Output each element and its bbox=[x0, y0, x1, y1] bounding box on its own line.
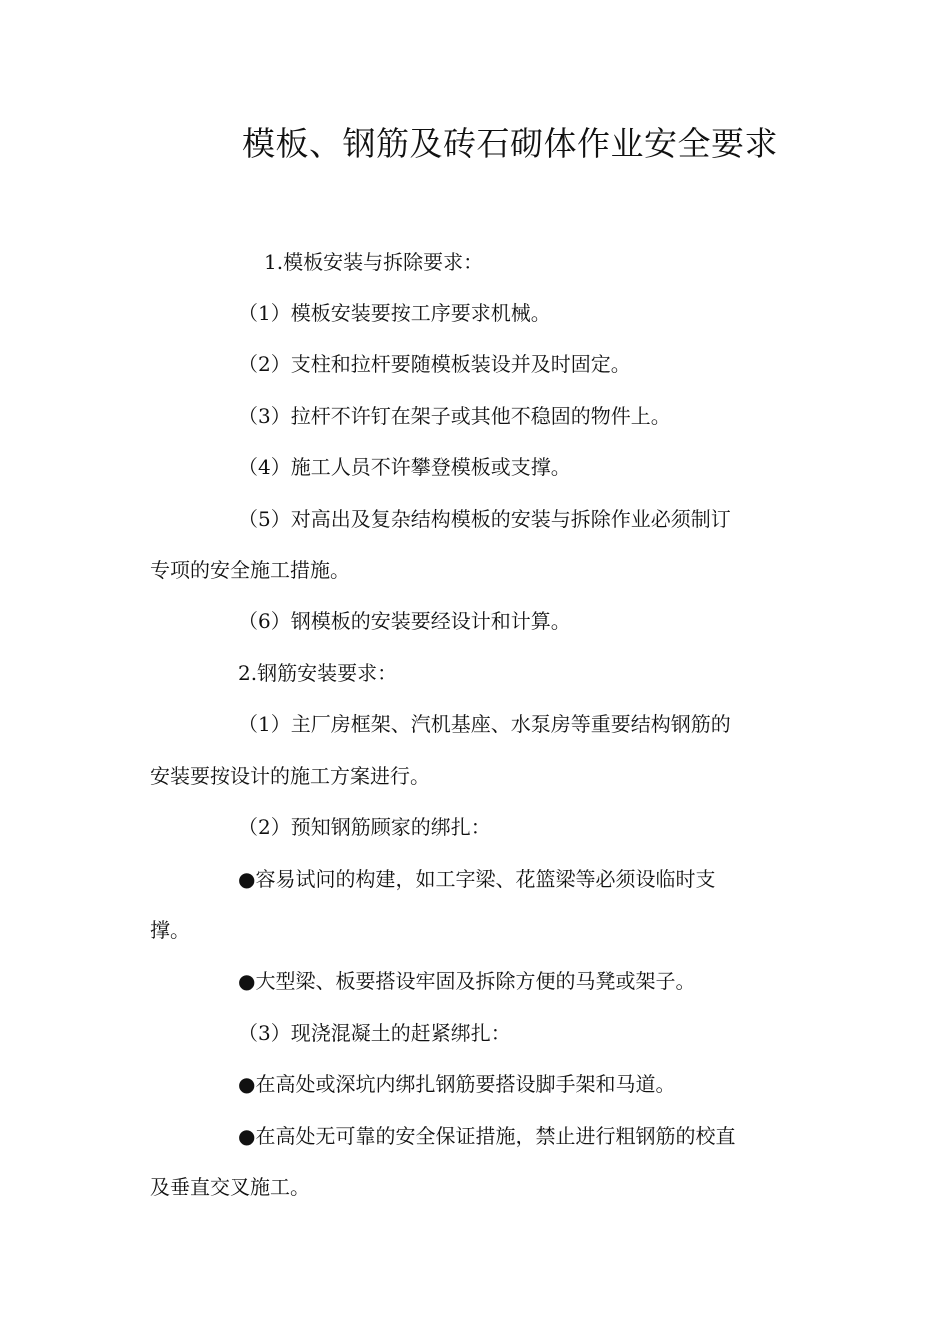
paragraph-line: （3）拉杆不许钉在架子或其他不稳固的物件上。 bbox=[238, 404, 671, 428]
paragraph-line-continuation: 安装要按设计的施工方案进行。 bbox=[150, 764, 430, 788]
paragraph-line-continuation: 专项的安全施工措施。 bbox=[150, 558, 350, 582]
bullet-line: ●在高处无可靠的安全保证措施，禁止进行粗钢筋的校直 bbox=[238, 1124, 736, 1148]
bullet-line: ●大型梁、板要搭设牢固及拆除方便的马凳或架子。 bbox=[238, 969, 696, 993]
paragraph-line: （1）模板安装要按工序要求机械。 bbox=[238, 301, 551, 325]
document-title: 模板、钢筋及砖石砌体作业安全要求 bbox=[242, 124, 778, 163]
paragraph-line: （2）预知钢筋顾家的绑扎： bbox=[238, 815, 491, 839]
paragraph-line: （3）现浇混凝土的赶紧绑扎： bbox=[238, 1021, 511, 1045]
paragraph-line-continuation: 撑。 bbox=[150, 918, 190, 942]
paragraph-line: （4）施工人员不许攀登模板或支撑。 bbox=[238, 455, 571, 479]
paragraph-line: （2）支柱和拉杆要随模板装设并及时固定。 bbox=[238, 352, 631, 376]
bullet-line: ●在高处或深坑内绑扎钢筋要搭设脚手架和马道。 bbox=[238, 1072, 676, 1096]
paragraph-line: （5）对高出及复杂结构模板的安装与拆除作业必须制订 bbox=[238, 507, 731, 531]
bullet-line: ●容易试问的构建，如工字梁、花篮梁等必须设临时支 bbox=[238, 867, 716, 891]
paragraph-line: （1）主厂房框架、汽机基座、水泵房等重要结构钢筋的 bbox=[238, 712, 731, 736]
paragraph-line: （6）钢模板的安装要经设计和计算。 bbox=[238, 609, 571, 633]
paragraph-line-continuation: 及垂直交叉施工。 bbox=[150, 1175, 310, 1199]
section-heading-rebar: 2.钢筋安装要求： bbox=[238, 661, 398, 685]
section-heading-formwork: 1.模板安装与拆除要求： bbox=[264, 250, 484, 274]
